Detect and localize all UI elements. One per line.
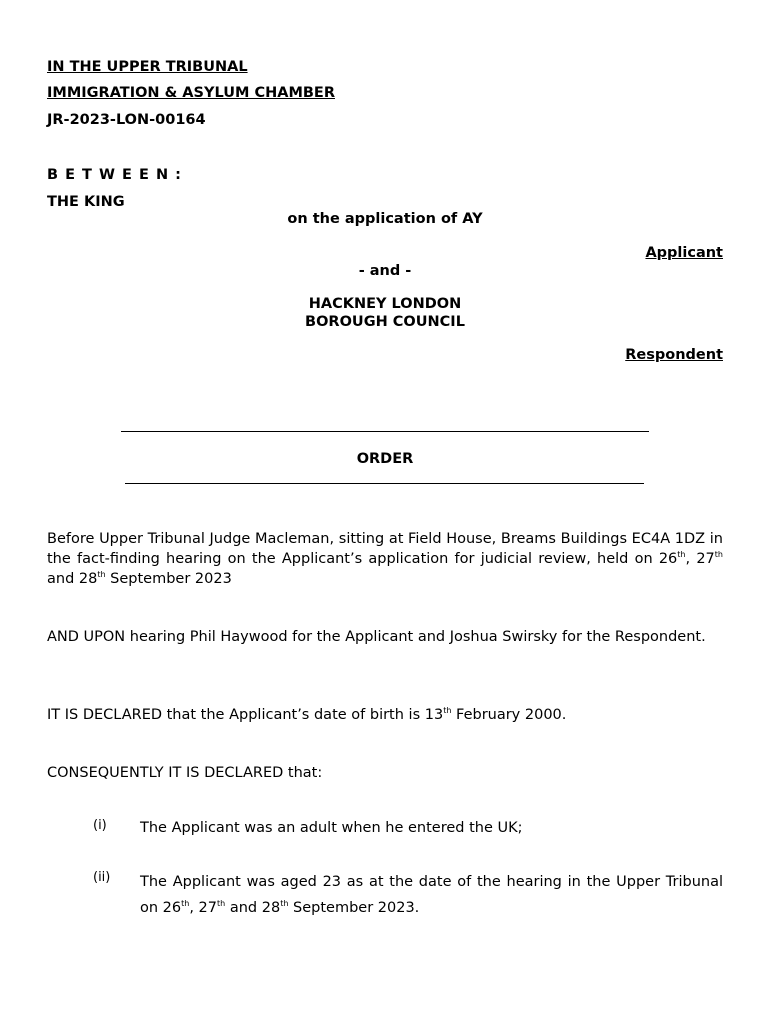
and-separator: - and - (358, 263, 412, 279)
tribunal-heading: IN THE UPPER TRIBUNAL (47, 59, 248, 75)
order-bottom-rule (125, 483, 644, 484)
list-item-number: (i) (93, 818, 107, 833)
respondent-label: Respondent (625, 347, 723, 363)
between-label: B E T W E E N : (47, 167, 182, 183)
order-top-rule (121, 431, 649, 432)
respondent-name-line1: HACKNEY LONDON (308, 296, 462, 312)
before-judge-paragraph: Before Upper Tribunal Judge Macleman, sitting at Field House, Breams Buildings EC4A 1DZ in the fact-finding hearing on the Applicant’s application for judicial review, held on 26th, 27th and 28th September 2023 (47, 531, 723, 587)
list-item: The Applicant was an adult when he entered the UK; (140, 820, 523, 836)
list-item-number: (ii) (93, 870, 111, 885)
on-application-line: on the application of AY (287, 211, 483, 227)
consequently-paragraph: CONSEQUENTLY IT IS DECLARED that: (47, 765, 323, 781)
chamber-heading: IMMIGRATION & ASYLUM CHAMBER (47, 85, 335, 101)
applicant-label: Applicant (645, 245, 723, 261)
claimant-name: THE KING (47, 194, 125, 210)
respondent-name-line2: BOROUGH COUNCIL (305, 314, 465, 330)
list-item: The Applicant was aged 23 as at the date of the hearing in the Upper Tribunal on 26th, 27th and 28th September 2023. (140, 874, 723, 916)
upon-hearing-paragraph: AND UPON hearing Phil Haywood for the Applicant and Joshua Swirsky for the Respondent. (47, 629, 706, 645)
order-title: ORDER (356, 451, 414, 467)
case-number: JR-2023-LON-00164 (47, 112, 206, 128)
declaration-paragraph: IT IS DECLARED that the Applicant’s date of birth is 13th February 2000. (47, 706, 567, 723)
